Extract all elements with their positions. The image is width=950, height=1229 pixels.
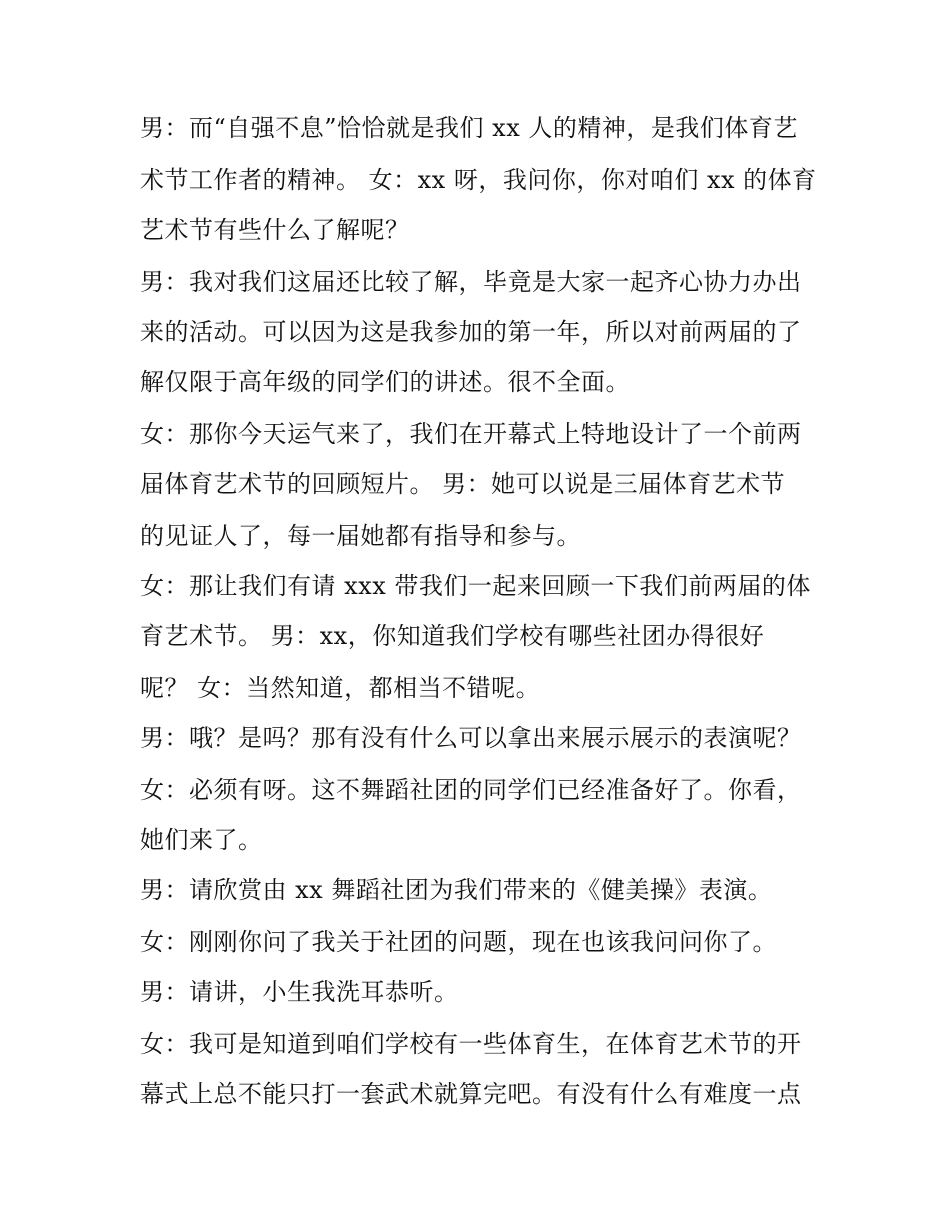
text-line-12: 呢？ 女：当然知道，都相当不错呢。	[140, 674, 541, 702]
text-line-5: 来的活动。可以因为这是我参加的第一年，所以对前两届的了	[140, 318, 802, 346]
text-line-15: 她们来了。	[140, 826, 263, 854]
text-line-16: 男：请欣赏由 xx 舞蹈社团为我们带来的《健美操》表演。	[140, 876, 773, 904]
text-line-10: 女：那让我们有请 xxx 带我们一起来回顾一下我们前两届的体	[140, 572, 811, 600]
text-line-18: 男：请讲，小生我洗耳恭听。	[140, 978, 459, 1006]
text-line-6: 解仅限于高年级的同学们的讲述。很不全面。	[140, 368, 630, 396]
text-line-11: 育艺术节。 男：xx，你知道我们学校有哪些社团办得很好	[140, 622, 765, 650]
text-line-4: 男：我对我们这届还比较了解，毕竟是大家一起齐心协力办出	[140, 268, 802, 296]
text-line-13: 男：哦？是吗？那有没有什么可以拿出来展示展示的表演呢？	[140, 724, 802, 752]
text-line-17: 女：刚刚你问了我关于社团的问题，现在也该我问问你了。	[140, 928, 777, 956]
text-line-1: 男：而“自强不息”恰恰就是我们 xx 人的精神，是我们体育艺	[140, 114, 798, 142]
text-line-7: 女：那你今天运气来了，我们在开幕式上特地设计了一个前两	[140, 420, 802, 448]
text-line-20: 幕式上总不能只打一套武术就算完吧。有没有什么有难度一点	[140, 1080, 802, 1108]
text-line-19: 女：我可是知道到咱们学校有一些体育生，在体育艺术节的开	[140, 1030, 802, 1058]
text-line-2: 术节工作者的精神。 女：xx 呀，我问你，你对咱们 xx 的体育	[140, 166, 817, 194]
text-line-8: 届体育艺术节的回顾短片。 男：她可以说是三届体育艺术节	[140, 470, 786, 498]
text-line-3: 艺术节有些什么了解呢？	[140, 216, 410, 244]
text-line-14: 女：必须有呀。这不舞蹈社团的同学们已经准备好了。你看，	[140, 776, 802, 804]
text-line-9: 的见证人了，每一届她都有指导和参与。	[140, 522, 581, 550]
